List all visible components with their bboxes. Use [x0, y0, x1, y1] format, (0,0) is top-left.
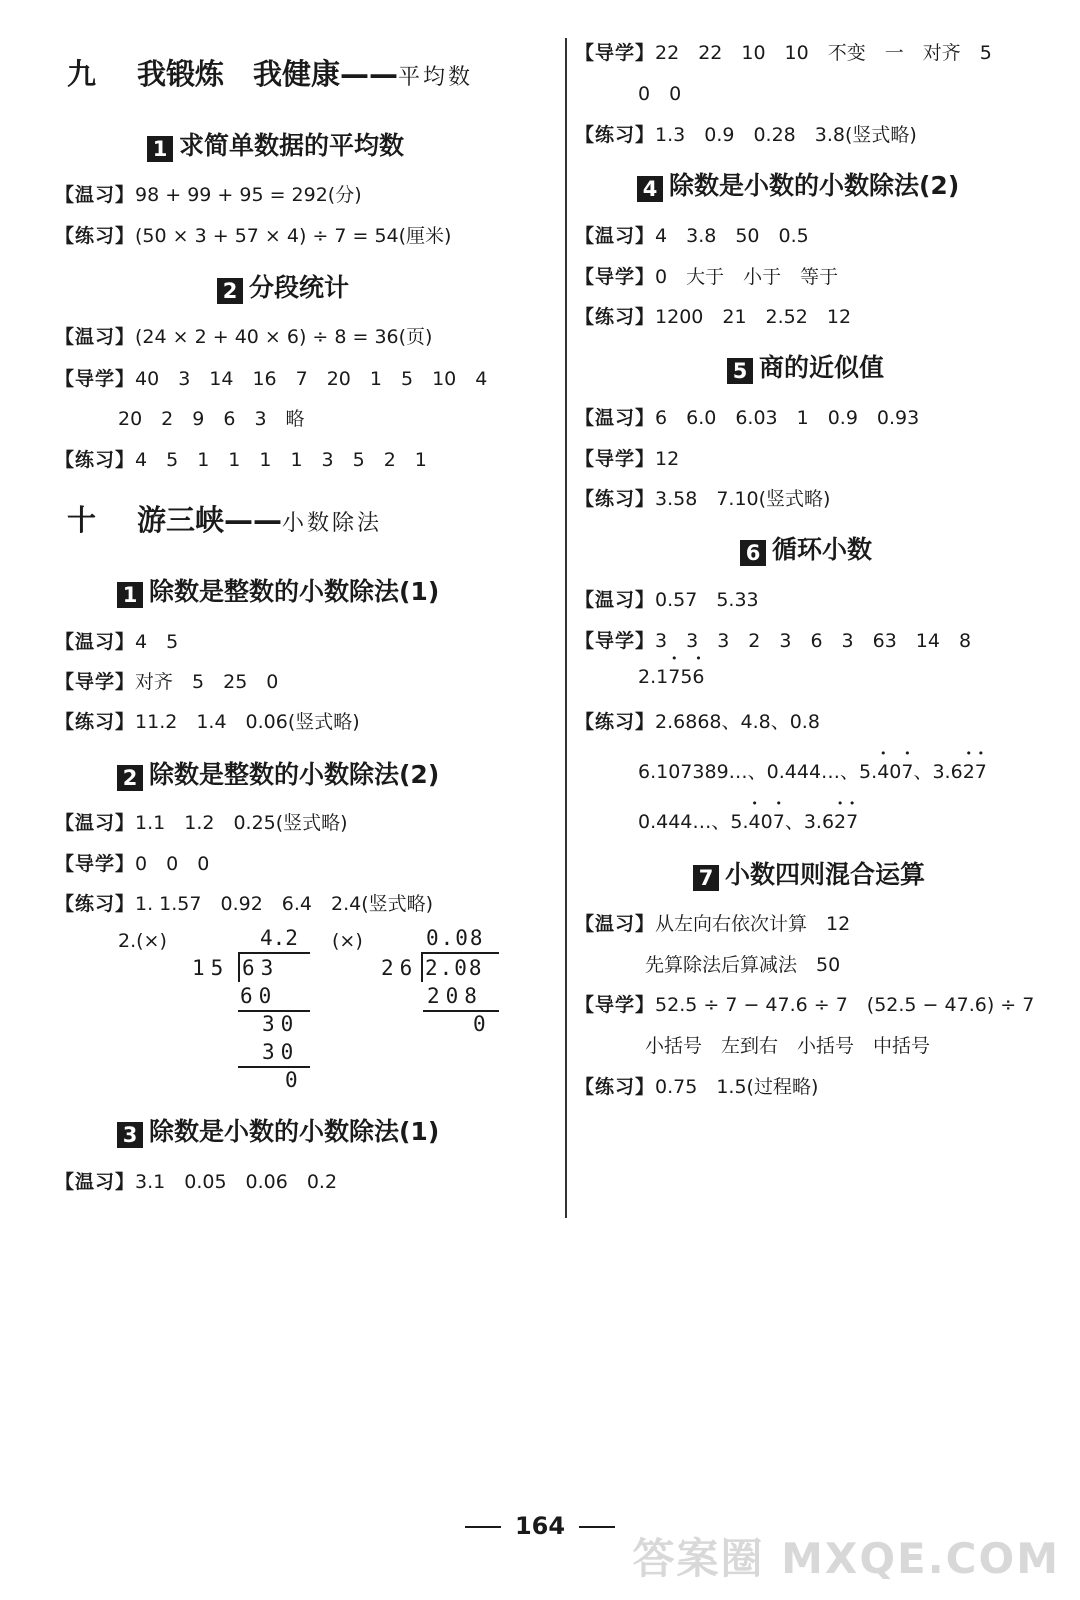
- tag-daoxue: 【导学】: [575, 42, 656, 64]
- repeating-digit: • 7: [901, 761, 913, 783]
- u10-s2-title: [117, 755, 439, 791]
- repeating-digit: • 2: [834, 811, 846, 833]
- repeating-digit: • 7: [846, 811, 858, 833]
- tag-wenxi: 【温习】: [575, 407, 656, 429]
- section-title-text: 循环小数: [772, 535, 873, 564]
- watermark-logo: 答案圈 MXQE.COM: [632, 1534, 1060, 1583]
- u9-s2-lianxi: [55, 445, 427, 472]
- tag-wenxi: 【温习】: [55, 631, 136, 653]
- u9-s1-title: [147, 126, 404, 162]
- tag-wenxi: 【温习】: [575, 589, 656, 611]
- repeating-digit: • 7: [668, 666, 680, 688]
- u10-s3-daoxue: [575, 38, 992, 65]
- quotient: 0.08: [426, 926, 485, 950]
- digits: 0: [760, 811, 773, 833]
- u10-s1-title: [117, 572, 439, 608]
- answer-text: 6 6.0 6.03 1 0.9 0.93: [655, 407, 920, 429]
- division-bracket: [421, 952, 423, 982]
- digits: 5: [680, 666, 693, 688]
- u10-s5-wenxi: [575, 403, 919, 430]
- tag-wenxi: 【温习】: [575, 913, 656, 935]
- u10-s6-daoxue-cont: [638, 666, 705, 688]
- u10-s4-lianxi: [575, 302, 851, 329]
- section-number-badge: 3: [117, 1122, 143, 1148]
- tag-lianxi: 【练习】: [575, 488, 656, 510]
- step-product: 60: [240, 984, 278, 1008]
- unit9-dash: ——: [340, 57, 399, 91]
- tag-daoxue: 【导学】: [55, 853, 136, 875]
- u10-s7-wenxi: [575, 909, 850, 936]
- digits: 2.1: [638, 666, 669, 688]
- answer-text: 98 + 99 + 95 = 292(分): [135, 184, 362, 206]
- tag-daoxue: 【导学】: [575, 448, 656, 470]
- u10-s1-wenxi: [55, 627, 178, 654]
- answer-text: 1.1 1.2 0.25(竖式略): [135, 812, 348, 834]
- u10-s3-daoxue-cont: 0 0: [638, 83, 682, 105]
- u9-s1-wenxi: [55, 180, 362, 207]
- answer-text: 1. 1.57 0.92 6.4 2.4(竖式略): [135, 893, 434, 915]
- divisor: 26: [381, 956, 419, 980]
- u10-s6-lianxi-line3: [638, 807, 858, 834]
- u10-s6-title: [740, 530, 872, 566]
- section-title-text: 除数是小数的小数除法(1): [149, 1117, 440, 1146]
- division-bar: [421, 952, 499, 954]
- repeating-digit: • 7: [773, 811, 785, 833]
- u10-s4-daoxue: [575, 262, 838, 289]
- quotient: 4.2: [260, 926, 298, 950]
- u10-s7-title: [693, 855, 925, 891]
- digits: 、3.6: [784, 811, 835, 833]
- u10-s1-lianxi: [55, 707, 360, 734]
- repeating-digit: • 7: [975, 761, 987, 783]
- tag-wenxi: 【温习】: [575, 225, 656, 247]
- answer-text: 0 0 0: [135, 853, 210, 875]
- step-line: [423, 1010, 499, 1012]
- unit9-title-text: 我锻炼 我健康: [137, 57, 341, 91]
- dividend: 63: [242, 956, 280, 980]
- u10-s2-lianxi: [55, 889, 433, 916]
- u10-s5-daoxue: [575, 444, 679, 471]
- u10-s1-daoxue: [55, 667, 278, 694]
- answer-text: 40 3 14 16 7 20 1 5 10 4: [135, 368, 488, 390]
- unit10-title: [67, 498, 382, 539]
- u10-s2-wenxi: [55, 808, 348, 835]
- division-bar: [238, 952, 310, 954]
- unit9-title: [67, 52, 473, 93]
- item-2b-label: (×): [332, 930, 363, 952]
- u10-s6-wenxi: [575, 585, 759, 612]
- digits: 、3.6: [913, 761, 963, 783]
- answer-text: 1200 21 2.52 12: [655, 306, 852, 328]
- unit10-number: 十: [67, 503, 97, 537]
- u10-s6-lianxi-line2: [638, 757, 987, 784]
- page-number: 164: [514, 1512, 566, 1540]
- unit9-subtitle: 平均数: [398, 65, 474, 90]
- repeating-digit: • 2: [963, 761, 975, 783]
- dividend: 2.08: [425, 956, 484, 980]
- repeating-digit: • 4: [749, 811, 761, 833]
- tag-lianxi: 【练习】: [55, 893, 136, 915]
- repeating-digit: • 4: [877, 761, 889, 783]
- step-product: 208: [427, 984, 483, 1008]
- answer-text: 11.2 1.4 0.06(竖式略): [135, 711, 360, 733]
- tag-lianxi: 【练习】: [55, 711, 136, 733]
- answer-text: 1.3 0.9 0.28 3.8(竖式略): [655, 124, 917, 146]
- answer-text: 0 大于 小于 等于: [655, 266, 839, 288]
- section-title-text: 分段统计: [249, 273, 350, 302]
- answer-text: 22 22 10 10 不变 一 对齐 5: [655, 42, 992, 64]
- u10-s3-title: [117, 1112, 439, 1148]
- footer-dash-right: [579, 1526, 615, 1528]
- answer-text: (50 × 3 + 57 × 4) ÷ 7 = 54(厘米): [135, 225, 452, 247]
- long-division-1: [190, 924, 320, 1092]
- tag-wenxi: 【温习】: [55, 184, 136, 206]
- tag-lianxi: 【练习】: [55, 225, 136, 247]
- u10-s7-daoxue-cont: 小括号 左到右 小括号 中括号: [645, 1035, 931, 1057]
- tag-daoxue: 【导学】: [575, 994, 656, 1016]
- digits: 0: [889, 761, 902, 783]
- u10-s4-title: [637, 166, 959, 202]
- answer-text: 4 3.8 50 0.5: [655, 225, 809, 247]
- tag-lianxi: 【练习】: [575, 306, 656, 328]
- answer-text: 对齐 5 25 0: [135, 671, 279, 693]
- unit9-number: 九: [67, 57, 97, 91]
- tag-lianxi: 【练习】: [575, 711, 656, 733]
- section-title-text: 除数是整数的小数除法(1): [149, 577, 440, 606]
- step-line: [238, 1066, 310, 1068]
- section-title-text: 除数是小数的小数除法(2): [669, 171, 960, 200]
- answer-text: 0.57 5.33: [655, 589, 759, 611]
- digits: 0.444…、5.: [638, 811, 749, 833]
- repeating-digit: • 6: [692, 666, 704, 688]
- tag-lianxi: 【练习】: [575, 124, 656, 146]
- u9-s2-title: [217, 268, 349, 304]
- digits: 6.107389…、0.444…、5.: [638, 761, 878, 783]
- answer-text: 2.6868、4.8、0.8: [655, 711, 820, 733]
- section-title-text: 小数四则混合运算: [725, 860, 926, 889]
- unit10-subtitle: 小数除法: [282, 511, 383, 536]
- u10-s3-wenxi: [55, 1167, 337, 1194]
- unit10-title-text: 游三峡: [137, 503, 225, 537]
- section-number-badge: 6: [740, 540, 766, 566]
- answer-text: (24 × 2 + 40 × 6) ÷ 8 = 36(页): [135, 326, 433, 348]
- footer-dash-left: [465, 1526, 501, 1528]
- step-remainder: 30: [262, 1012, 300, 1036]
- u10-s5-title: [727, 348, 884, 384]
- answer-text: 0.75 1.5(过程略): [655, 1076, 819, 1098]
- section-number-badge: 1: [147, 136, 173, 162]
- tag-lianxi: 【练习】: [55, 449, 136, 471]
- u10-s4-wenxi: [575, 221, 809, 248]
- final-remainder: 0: [473, 1012, 486, 1036]
- u10-s7-lianxi: [575, 1072, 818, 1099]
- u9-s2-wenxi: [55, 322, 432, 349]
- section-title-text: 商的近似值: [759, 353, 885, 382]
- u9-s2-daoxue-cont: 20 2 9 6 3 略: [118, 408, 305, 430]
- answer-text: 4 5: [135, 631, 179, 653]
- u9-s1-lianxi: [55, 221, 451, 248]
- u10-s7-daoxue: [575, 990, 1034, 1017]
- division-bracket: [238, 952, 240, 982]
- answer-text: 从左向右依次计算 12: [655, 913, 851, 935]
- section-number-badge: 7: [693, 865, 719, 891]
- tag-wenxi: 【温习】: [55, 812, 136, 834]
- u10-s3-lianxi: [575, 120, 917, 147]
- u10-s5-lianxi: [575, 484, 830, 511]
- answer-text: 3.58 7.10(竖式略): [655, 488, 831, 510]
- u10-s6-lianxi: [575, 707, 820, 734]
- answer-text: 12: [655, 448, 680, 470]
- answer-text: 52.5 ÷ 7 − 47.6 ÷ 7 (52.5 − 47.6) ÷ 7: [655, 994, 1035, 1016]
- section-title-text: 求简单数据的平均数: [179, 131, 405, 160]
- section-number-badge: 2: [117, 765, 143, 791]
- divisor: 15: [192, 956, 230, 980]
- section-number-badge: 2: [217, 278, 243, 304]
- tag-daoxue: 【导学】: [575, 630, 656, 652]
- tag-lianxi: 【练习】: [575, 1076, 656, 1098]
- column-divider: [565, 38, 567, 1218]
- u10-s7-wenxi-cont: 先算除法后算减法 50: [645, 954, 841, 976]
- tag-daoxue: 【导学】: [55, 368, 136, 390]
- answer-text: 3 3 3 2 3 6 3 63 14 8: [655, 630, 972, 652]
- answer-text: 3.1 0.05 0.06 0.2: [135, 1171, 338, 1193]
- u10-s6-daoxue: [575, 626, 971, 653]
- section-number-badge: 5: [727, 358, 753, 384]
- item-2-label: 2.(×): [118, 930, 167, 952]
- long-division-2: [381, 924, 511, 1044]
- u9-s2-daoxue: [55, 364, 487, 391]
- tag-wenxi: 【温习】: [55, 1171, 136, 1193]
- tag-wenxi: 【温习】: [55, 326, 136, 348]
- section-number-badge: 1: [117, 582, 143, 608]
- section-number-badge: 4: [637, 176, 663, 202]
- tag-daoxue: 【导学】: [575, 266, 656, 288]
- final-remainder: 0: [285, 1068, 298, 1092]
- section-title-text: 除数是整数的小数除法(2): [149, 760, 440, 789]
- tag-daoxue: 【导学】: [55, 671, 136, 693]
- u10-s2-daoxue: [55, 849, 209, 876]
- unit10-dash: ——: [224, 503, 283, 537]
- step-product: 30: [262, 1040, 300, 1064]
- answer-text: 4 5 1 1 1 1 3 5 2 1: [135, 449, 427, 471]
